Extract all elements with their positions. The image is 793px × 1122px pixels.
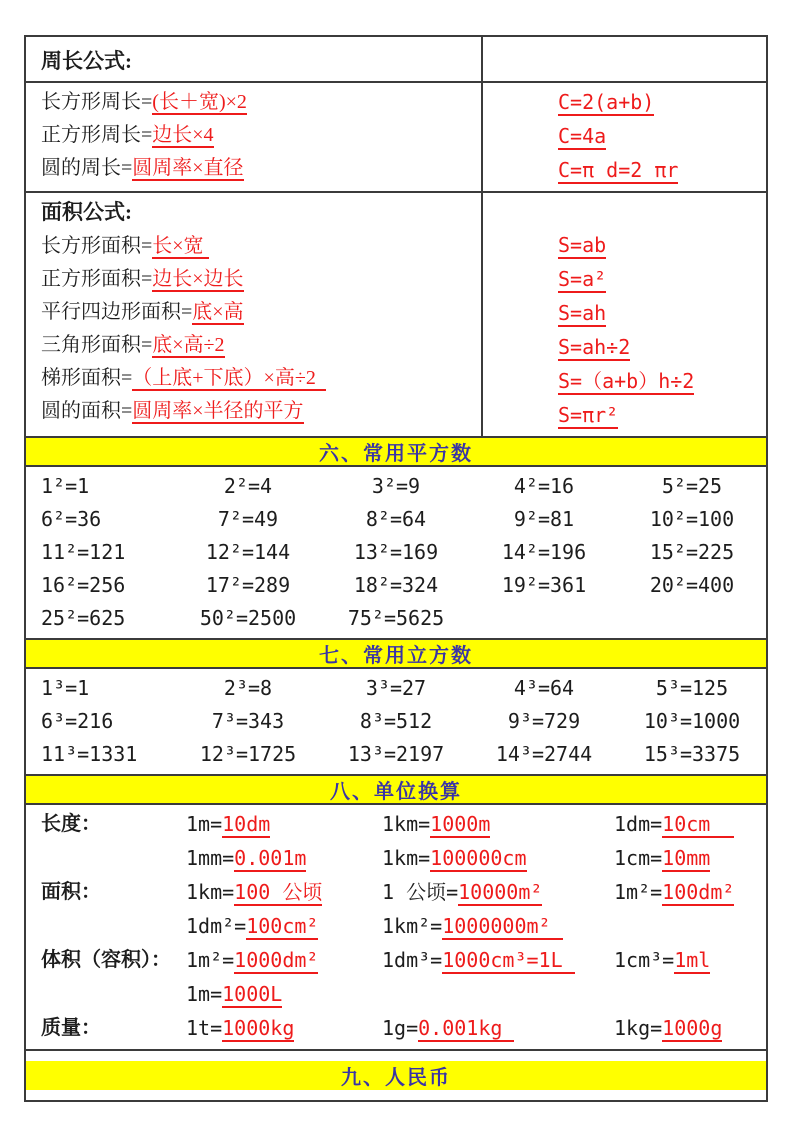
area-title-line xyxy=(41,196,481,230)
formula-line xyxy=(41,329,481,362)
squares-cell: 13²=169 xyxy=(353,540,439,564)
squares-cell: 1²=1 xyxy=(41,474,90,498)
unit-value: 1000g xyxy=(662,1016,723,1040)
formula-line xyxy=(558,331,766,365)
unit-conversion-table xyxy=(26,803,766,1049)
formula-symbolic: S=ab xyxy=(558,233,607,257)
unit-value: 1000L xyxy=(222,982,283,1006)
unit-value: 1ml xyxy=(674,948,711,972)
area-section-title: 面积公式: xyxy=(41,200,132,224)
perimeter-title-right-cell xyxy=(481,37,766,81)
squares-cell: 16²=256 xyxy=(41,573,126,597)
formula-value: 圆周率×直径 xyxy=(132,157,244,179)
formula-label: 长方形面积= xyxy=(41,235,153,257)
unit-prefix: 1m= xyxy=(186,982,223,1006)
formula-symbolic: S=（a+b）h÷2 xyxy=(558,369,695,393)
unit-value: 10cm xyxy=(662,812,735,836)
squares-cell: 18²=324 xyxy=(353,573,439,597)
formula-sheet-table xyxy=(24,35,768,1102)
unit-conversion xyxy=(382,1012,614,1046)
unit-prefix: 1g= xyxy=(382,1016,419,1040)
unit-value: 10dm xyxy=(222,812,271,836)
unit-prefix: 1km= xyxy=(186,880,235,904)
section-header-units xyxy=(26,774,766,803)
unit-conversion xyxy=(382,978,614,1012)
formula-value: 底×高 xyxy=(192,301,244,323)
formula-line xyxy=(41,395,481,428)
formula-line xyxy=(558,154,766,188)
perimeter-formulas-section xyxy=(26,81,766,191)
cubes-cell: 8³=512 xyxy=(359,709,433,733)
formula-line xyxy=(558,229,766,263)
formula-symbolic: S=ah xyxy=(558,301,607,325)
formula-label: 长方形周长= xyxy=(41,91,153,113)
formula-label: 圆的周长= xyxy=(41,157,133,179)
squares-cell: 11²=121 xyxy=(41,540,126,564)
formula-line xyxy=(558,86,766,120)
formula-line xyxy=(558,263,766,297)
unit-conversion xyxy=(382,842,614,876)
unit-category-label: 面积： xyxy=(41,881,101,903)
unit-value: 1000dm² xyxy=(234,948,319,972)
squares-cell: 50²=2500 xyxy=(199,606,297,630)
formula-value: 边长×4 xyxy=(152,124,214,146)
area-right-spacer xyxy=(558,196,766,229)
cubes-cell: 5³=125 xyxy=(655,676,729,700)
formula-line xyxy=(41,152,481,185)
formula-value: 长×宽 xyxy=(152,235,209,257)
squares-cell: 25²=625 xyxy=(41,606,126,630)
unit-value: 0.001m xyxy=(234,846,307,870)
unit-conversion xyxy=(382,808,614,842)
squares-cell: 10²=100 xyxy=(649,507,735,531)
formula-value: (长＋宽)×2 xyxy=(152,91,247,113)
unit-conversion xyxy=(614,842,766,876)
formula-label: 梯形面积= xyxy=(41,367,133,389)
cubes-cell: 6³=216 xyxy=(41,709,114,733)
unit-prefix: 1m²= xyxy=(186,948,235,972)
unit-prefix: 1dm= xyxy=(614,812,663,836)
unit-conversion xyxy=(186,944,382,978)
unit-prefix: 1 公顷= xyxy=(382,880,459,904)
unit-conversion xyxy=(382,910,614,944)
section-header-rmb xyxy=(26,1049,766,1100)
perimeter-section-title: 周长公式: xyxy=(41,49,132,73)
area-formulas-right xyxy=(481,193,766,436)
cubes-cell: 10³=1000 xyxy=(643,709,741,733)
cubes-cell: 1³=1 xyxy=(41,676,90,700)
unit-value: 1000000m² xyxy=(442,914,563,938)
squares-cell xyxy=(618,602,766,635)
unit-category-label xyxy=(41,842,186,876)
squares-cell: 6²=36 xyxy=(41,507,102,531)
unit-conversion xyxy=(614,910,766,944)
formula-line xyxy=(41,230,481,263)
formula-line xyxy=(558,120,766,154)
formula-label: 平行四边形面积= xyxy=(41,301,193,323)
unit-value: 100000cm xyxy=(430,846,527,870)
formula-symbolic: S=πr² xyxy=(558,403,619,427)
cubes-cell: 7³=343 xyxy=(211,709,285,733)
cubes-cell: 2³=8 xyxy=(223,676,273,700)
unit-conversion xyxy=(382,876,614,910)
unit-prefix: 1t= xyxy=(186,1016,223,1040)
unit-category-label xyxy=(41,910,186,944)
squares-cell: 3²=9 xyxy=(371,474,421,498)
perimeter-title-row xyxy=(26,37,766,81)
area-formulas-left xyxy=(26,193,481,436)
cubes-cell: 12³=1725 xyxy=(199,742,297,766)
unit-prefix: 1km= xyxy=(382,812,431,836)
unit-conversion xyxy=(186,978,382,1012)
unit-conversion xyxy=(186,842,382,876)
squares-cell: 4²=16 xyxy=(513,474,575,498)
section-header-squares-label: 六、常用平方数 xyxy=(319,443,473,465)
unit-prefix: 1dm³= xyxy=(382,948,443,972)
squares-cell: 7²=49 xyxy=(217,507,279,531)
section-header-squares xyxy=(26,436,766,465)
cubes-cell: 13³=2197 xyxy=(347,742,445,766)
squares-cell: 75²=5625 xyxy=(347,606,445,630)
formula-value: 圆周率×半径的平方 xyxy=(132,400,304,422)
unit-prefix: 1cm= xyxy=(614,846,663,870)
unit-value: 100cm² xyxy=(246,914,319,938)
unit-prefix: 1kg= xyxy=(614,1016,663,1040)
squares-cell: 9²=81 xyxy=(513,507,575,531)
unit-value: 1000m xyxy=(430,812,491,836)
unit-value: 10mm xyxy=(662,846,711,870)
cubes-cell: 11³=1331 xyxy=(41,742,138,766)
formula-value: （上底+下底）×高÷2 xyxy=(132,367,326,389)
formula-line xyxy=(41,362,481,395)
area-formulas-section xyxy=(26,191,766,436)
squares-cell: 20²=400 xyxy=(649,573,735,597)
cubes-cell: 15³=3375 xyxy=(643,742,741,766)
unit-value: 1000kg xyxy=(222,1016,295,1040)
perimeter-formulas-right xyxy=(481,83,766,191)
unit-value: 10000m² xyxy=(458,880,543,904)
unit-conversion xyxy=(186,876,382,910)
formula-value: 边长×边长 xyxy=(152,268,244,290)
squares-cell: 5²=25 xyxy=(661,474,723,498)
perimeter-title-cell xyxy=(26,37,481,81)
section-header-rmb-band xyxy=(26,1061,766,1090)
cubes-cell: 9³=729 xyxy=(507,709,581,733)
unit-prefix: 1km= xyxy=(382,846,431,870)
squares-table xyxy=(26,465,766,638)
cubes-cell: 14³=2744 xyxy=(495,742,593,766)
squares-cell: 14²=196 xyxy=(501,540,587,564)
unit-category-label: 体积（容积）： xyxy=(41,949,171,971)
formula-label: 正方形面积= xyxy=(41,268,153,290)
unit-category-label: 质量： xyxy=(41,1017,101,1039)
squares-cell: 12²=144 xyxy=(205,540,291,564)
formula-line xyxy=(41,86,481,119)
section-header-cubes xyxy=(26,638,766,667)
unit-prefix: 1dm²= xyxy=(186,914,247,938)
unit-category-label xyxy=(41,978,186,1012)
section-header-cubes-label: 七、常用立方数 xyxy=(319,645,473,667)
unit-conversion xyxy=(614,1012,766,1046)
formula-line xyxy=(41,263,481,296)
formula-symbolic: C=4a xyxy=(558,124,607,148)
unit-conversion xyxy=(186,1012,382,1046)
formula-line xyxy=(558,297,766,331)
unit-value: 1000cm³=1L xyxy=(442,948,575,972)
formula-value: 底×高÷2 xyxy=(152,334,225,356)
formula-label: 圆的面积= xyxy=(41,400,133,422)
formula-line xyxy=(558,399,766,433)
unit-prefix: 1km²= xyxy=(382,914,443,938)
squares-cell: 15²=225 xyxy=(649,540,735,564)
unit-category-label: 长度： xyxy=(41,813,101,835)
unit-conversion xyxy=(186,910,382,944)
unit-prefix: 1cm³= xyxy=(614,948,675,972)
squares-cell xyxy=(470,602,618,635)
formula-label: 正方形周长= xyxy=(41,124,153,146)
unit-prefix: 1m= xyxy=(186,812,223,836)
cubes-table xyxy=(26,667,766,774)
section-header-rmb-label: 九、人民币 xyxy=(341,1067,451,1089)
formula-symbolic: S=a² xyxy=(558,267,607,291)
formula-line xyxy=(558,365,766,399)
unit-value: 100dm² xyxy=(662,880,735,904)
cubes-cell: 4³=64 xyxy=(513,676,575,700)
formula-line xyxy=(41,119,481,152)
unit-conversion xyxy=(614,808,766,842)
unit-conversion xyxy=(186,808,382,842)
section-header-units-label: 八、单位换算 xyxy=(330,781,462,803)
unit-conversion xyxy=(614,876,766,910)
squares-cell: 19²=361 xyxy=(501,573,587,597)
squares-cell: 17²=289 xyxy=(205,573,291,597)
unit-value: 100 公顷 xyxy=(234,880,323,904)
formula-line xyxy=(41,296,481,329)
formula-symbolic: S=ah÷2 xyxy=(558,335,631,359)
unit-conversion xyxy=(614,944,766,978)
unit-prefix: 1m²= xyxy=(614,880,663,904)
formula-label: 三角形面积= xyxy=(41,334,153,356)
formula-symbolic: C=2(a+b) xyxy=(558,90,655,114)
unit-prefix: 1mm= xyxy=(186,846,235,870)
unit-conversion xyxy=(614,978,766,1012)
squares-cell: 2²=4 xyxy=(223,474,273,498)
cubes-cell: 3³=27 xyxy=(365,676,427,700)
unit-conversion xyxy=(382,944,614,978)
formula-symbolic: C=π d=2 πr xyxy=(558,158,679,182)
squares-cell: 8²=64 xyxy=(365,507,427,531)
perimeter-formulas-left xyxy=(26,83,481,191)
unit-value: 0.001kg xyxy=(418,1016,515,1040)
